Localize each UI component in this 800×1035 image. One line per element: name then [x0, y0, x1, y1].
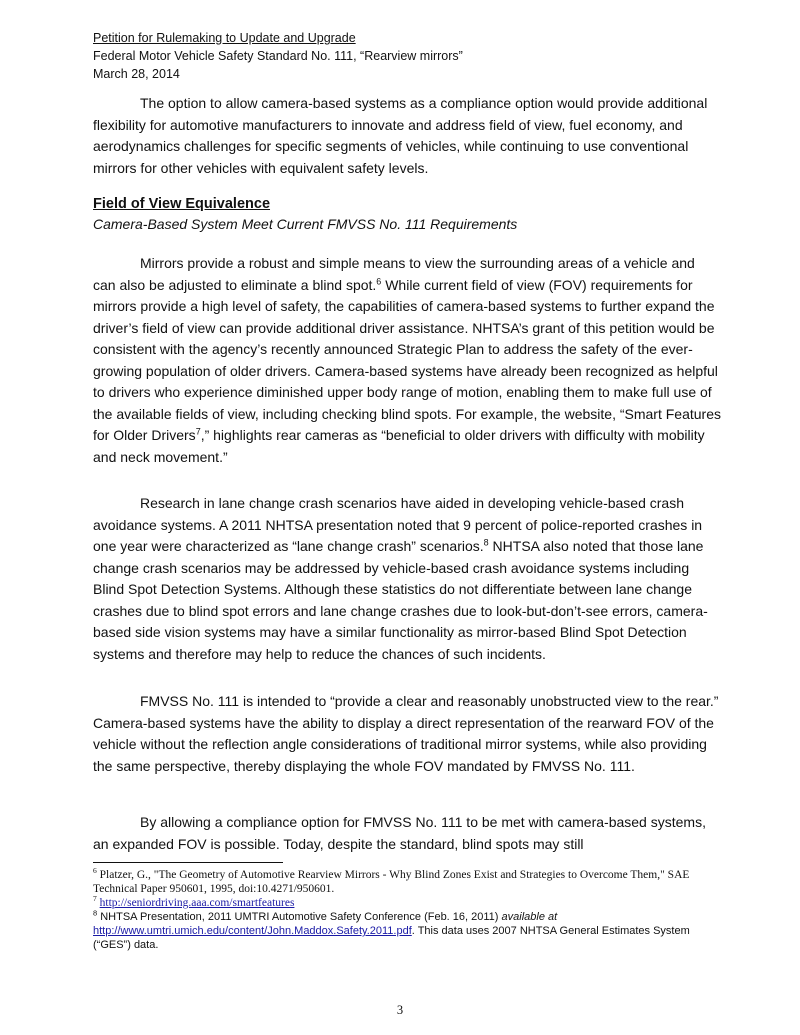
paragraph-compliance-option: The option to allow camera-based systems as a compliance option would provide additional flexibility for automotive manufacturers to innovate and address field of view, fuel economy, and aerodynamics challenges for specific segments of vehicles, while continuing to use conventional mirrors for other vehicles with equivalent safety levels.	[93, 95, 708, 176]
footnote-text: . This data uses 2007 NHTSA General Estimates System (“GES”) data.	[93, 925, 690, 951]
footnote-link-umtri[interactable]: http://www.umtri.umich.edu/content/John.Maddox.Safety.2011.pdf	[93, 925, 412, 937]
footnote-number: 6	[93, 866, 97, 876]
paragraph-text: NHTSA also noted that those lane change crash scenarios may be addressed by vehicle-based crash avoidance systems including Blind Spot Detection Systems. Although these statistics do not differentiate between lane change crashes due to blind spot errors and lane change crashes due to look-but-don’t-see errors, camera-based side vision systems may have a similar functionality as mirror-based Blind Spot Detection systems and therefore may help to reduce the chances of such incidents.	[93, 538, 708, 662]
header-standard-line: Federal Motor Vehicle Safety Standard No. 111, “Rearview mirrors”	[93, 49, 463, 63]
header-date: March 28, 2014	[93, 67, 180, 81]
footnote-text: Platzer, G., "The Geometry of Automotive Rearview Mirrors - Why Blind Zones Exist and Strategies to Overcome Them," SAE Technical Paper 950601, 1995, doi:10.4271/950601.	[93, 869, 690, 895]
paragraph-lane-change	[93, 493, 721, 665]
paragraph-compliance-fov: By allowing a compliance option for FMVSS No. 111 to be met with camera-based systems, an expanded FOV is possible. Today, despite the standard, blind spots may still	[93, 814, 706, 852]
footnote-7	[93, 896, 723, 910]
footnote-link-seniordriving[interactable]: http://seniordriving.aaa.com/smartfeatures	[99, 897, 295, 909]
footnote-8	[93, 910, 723, 952]
footnote-text: NHTSA Presentation, 2011 UMTRI Automotive Safety Conference (Feb. 16, 2011)	[97, 911, 502, 923]
footnote-ref-7[interactable]: 7	[195, 426, 201, 437]
paragraph-text: Research in lane change crash scenarios have aided in developing vehicle-based crash avoidance systems. A 2011 NHTSA presentation noted that 9 percent of police-reported crashes in one year were characterized as “lane change crash” scenarios.	[93, 495, 703, 554]
footnote-number: 8	[93, 908, 98, 918]
page-number: 3	[396, 1003, 404, 1017]
paragraph-mirrors	[93, 253, 721, 468]
footnote-italic-text: available at	[501, 911, 558, 923]
section-subheading: Camera-Based System Meet Current FMVSS No. 111 Requirements	[93, 216, 518, 232]
footnote-6	[93, 868, 723, 896]
header-title-line: Petition for Rulemaking to Update and Upgrade	[93, 31, 356, 45]
paragraph-text: While current field of view (FOV) requirements for mirrors provide a high level of safety, the capabilities of camera-based systems to further expand the driver’s field of view can provide additional driver assistance. NHTSA’s grant of this petition would be consistent with the agency’s recently announced Strategic Plan to address the safety of the ever-growing population of older drivers. Camera-based systems have already been recognized as helpful to drivers who experience diminished upper body range of motion, enabling them to make full use of the available fields of view, including checking blind spots. For example, the website, “Smart Features for Older Drivers	[93, 276, 721, 443]
footnotes	[93, 868, 723, 952]
footnote-divider	[93, 862, 283, 863]
paragraph-text: Mirrors provide a robust and simple means to view the surrounding areas of a vehicle and can also be adjusted to eliminate a blind spot.	[93, 255, 695, 293]
footnote-number: 7	[93, 894, 97, 904]
paragraph-text: ,” highlights rear cameras as “beneficial to older drivers with difficulty with mobility and neck movement.”	[93, 427, 705, 465]
section-heading: Field of View Equivalence	[93, 196, 271, 212]
document-header	[93, 29, 463, 83]
footnote-ref-8[interactable]: 8	[483, 537, 489, 548]
footnote-ref-6[interactable]: 6	[376, 275, 382, 286]
paragraph-fmvss-intent: FMVSS No. 111 is intended to “provide a clear and reasonably unobstructed view to the rear.” Camera-based systems have the ability to display a direct representation of the rearward FOV of the vehicle without the reflection angle considerations of traditional mirror systems, while also providing the same perspective, thereby displaying the whole FOV mandated by FMVSS No. 111.	[93, 693, 719, 774]
